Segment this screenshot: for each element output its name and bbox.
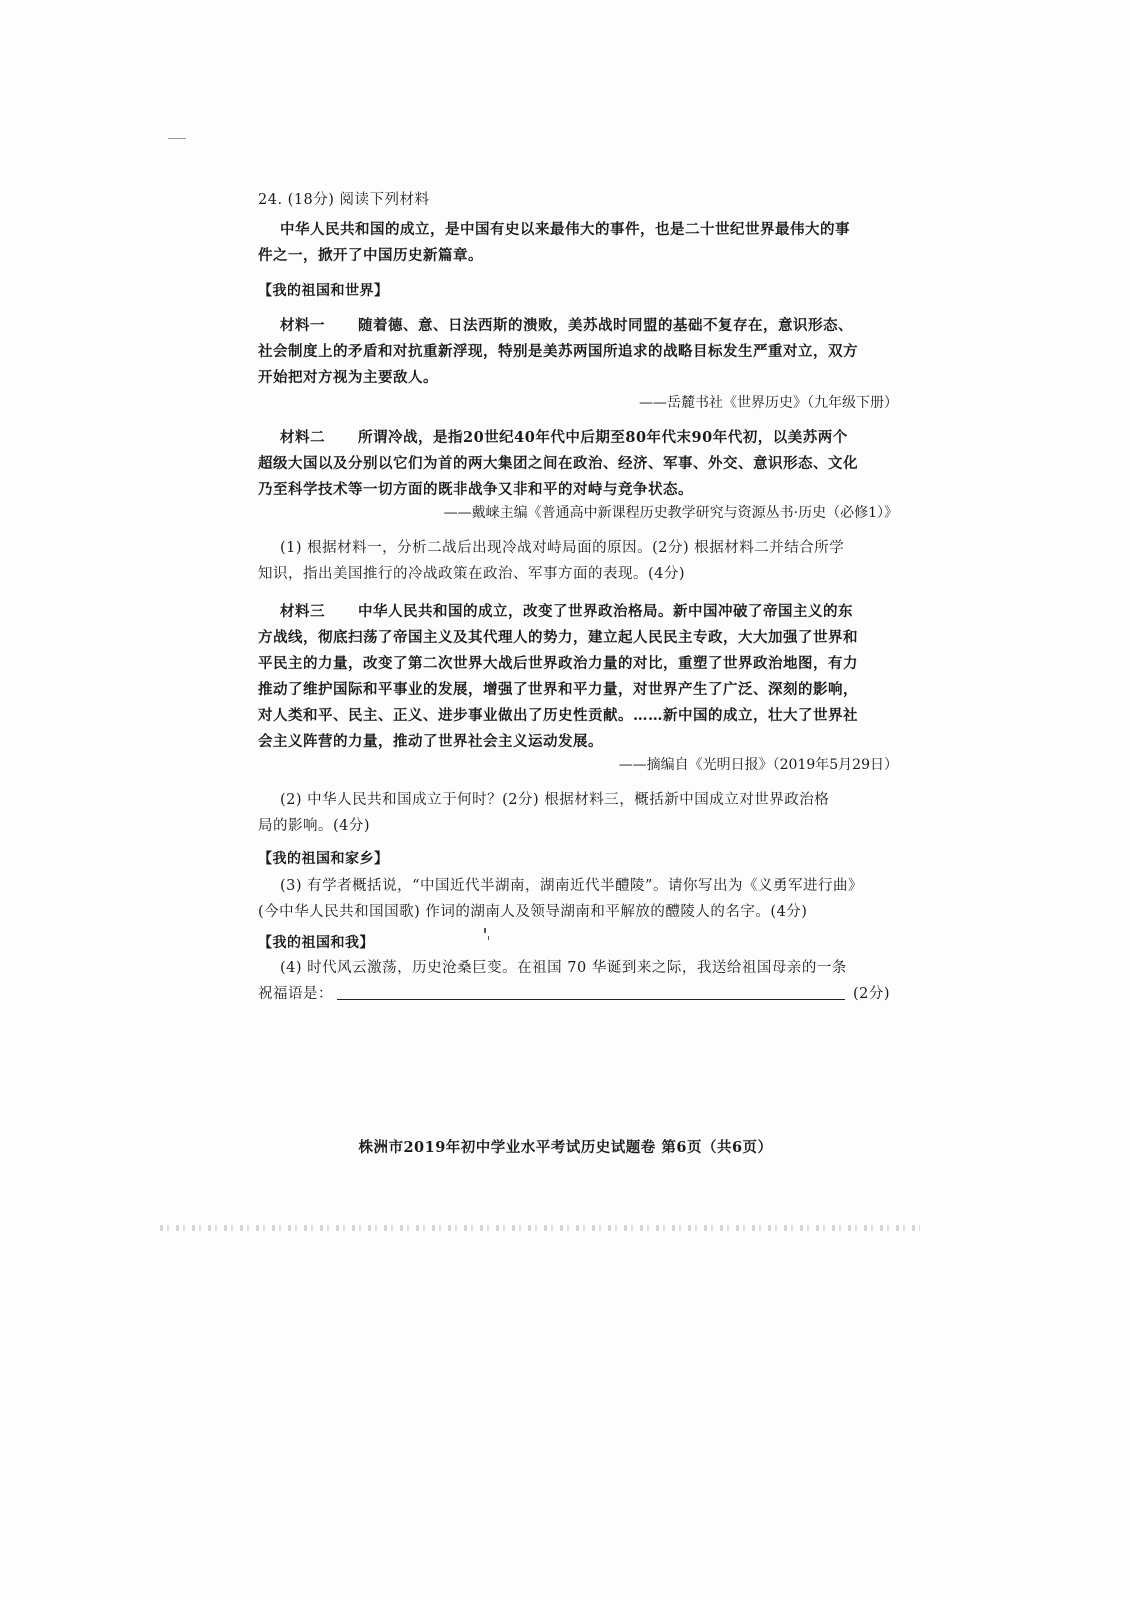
scan-noise-band [160, 1225, 920, 1231]
section-heading-me: 【我的祖国和我】 [258, 935, 374, 951]
answer-blank[interactable] [337, 985, 845, 1000]
material-1-line: 社会制度上的矛盾和对抗重新浮现，特别是美苏两国所追求的战略目标发生严重对立，双方 [258, 343, 858, 360]
section-heading-world: 【我的祖国和世界】 [258, 283, 389, 299]
material-3-source: ——摘编自《光明日报》（2019年5月29日） [618, 757, 898, 773]
page-footer: 株洲市2019年初中学业水平考试历史试题卷 第6页（共6页） [358, 1139, 773, 1156]
question-4-score: (2分) [853, 986, 891, 1002]
material-1-line [280, 314, 853, 335]
question-1-line: (1) 根据材料一，分析二战后出现冷战对峙局面的原因。(2分) 根据材料二并结合所学 [280, 540, 845, 556]
material-3-text: 中华人民共和国的成立，改变了世界政治格局。新中国冲破了帝国主义的东 [358, 603, 853, 620]
question-4-answer-line [258, 982, 890, 1003]
material-1-line: 开始把对方视为主要敌人。 [258, 369, 438, 386]
material-2-label: 材料二 [280, 429, 325, 446]
material-3-label: 材料三 [280, 603, 325, 620]
question-4-prefix: 祝福语是： [258, 986, 333, 1002]
scan-mark [168, 138, 186, 139]
material-3-line: 方战线，彻底扫荡了帝国主义及其代理人的势力，建立起人民民主专政，大大加强了世界和 [258, 629, 858, 646]
question-3-line: (3) 有学者概括说，“中国近代半湖南，湖南近代半醴陵”。请你写出为《义勇军进行曲》 [280, 878, 863, 894]
question-header: 24. (18分) 阅读下列材料 [258, 192, 430, 208]
question-2-line: (2) 中华人民共和国成立于何时？(2分) 根据材料三，概括新中国成立对世界政治格 [280, 792, 830, 808]
question-1-line: 知识，指出美国推行的冷战政策在政治、军事方面的表现。(4分) [258, 566, 686, 582]
material-1-source: ——岳麓书社《世界历史》（九年级下册） [639, 395, 898, 411]
material-2-line: 超级大国以及分别以它们为首的两大集团之间在政治、经济、军事、外交、意识形态、文化 [258, 455, 858, 472]
material-3-line: 对人类和平、民主、正义、进步事业做出了历史性贡献。……新中国的成立，壮大了世界社 [258, 707, 858, 724]
material-2-source: ——戴崃主编《普通高中新课程历史教学研究与资源丛书·历史（必修1）》 [443, 505, 898, 521]
material-2-line [280, 426, 848, 447]
intro-line: 件之一，掀开了中国历史新篇章。 [258, 247, 483, 264]
scan-speck [484, 928, 486, 933]
intro-line: 中华人民共和国的成立，是中国有史以来最伟大的事件，也是二十世纪世界最伟大的事 [280, 221, 850, 238]
question-4-line: (4) 时代风云激荡，历史沧桑巨变。在祖国 70 华诞到来之际，我送给祖国母亲的一条 [280, 960, 847, 976]
material-1-label: 材料一 [280, 317, 325, 334]
scan-speck [488, 936, 489, 940]
material-3-line [280, 600, 853, 621]
question-2-line: 局的影响。(4分) [258, 818, 371, 834]
section-heading-hometown: 【我的祖国和家乡】 [258, 851, 389, 867]
material-3-line: 会主义阵营的力量，推动了世界社会主义运动发展。 [258, 733, 603, 750]
question-3-line: (今中华人民共和国国歌) 作词的湖南人及领导湖南和平解放的醴陵人的名字。(4分) [258, 904, 808, 920]
material-1-text: 随着德、意、日法西斯的溃败，美苏战时同盟的基础不复存在，意识形态、 [358, 317, 853, 334]
material-3-line: 平民主的力量，改变了第二次世界大战后世界政治力量的对比，重塑了世界政治地图，有力 [258, 655, 858, 672]
material-3-line: 推动了维护国际和平事业的发展，增强了世界和平力量，对世界产生了广泛、深刻的影响， [258, 681, 858, 698]
material-2-line: 乃至科学技术等一切方面的既非战争又非和平的对峙与竞争状态。 [258, 481, 693, 498]
material-2-text: 所谓冷战，是指20世纪40年代中后期至80年代末90年代初，以美苏两个 [358, 429, 848, 446]
